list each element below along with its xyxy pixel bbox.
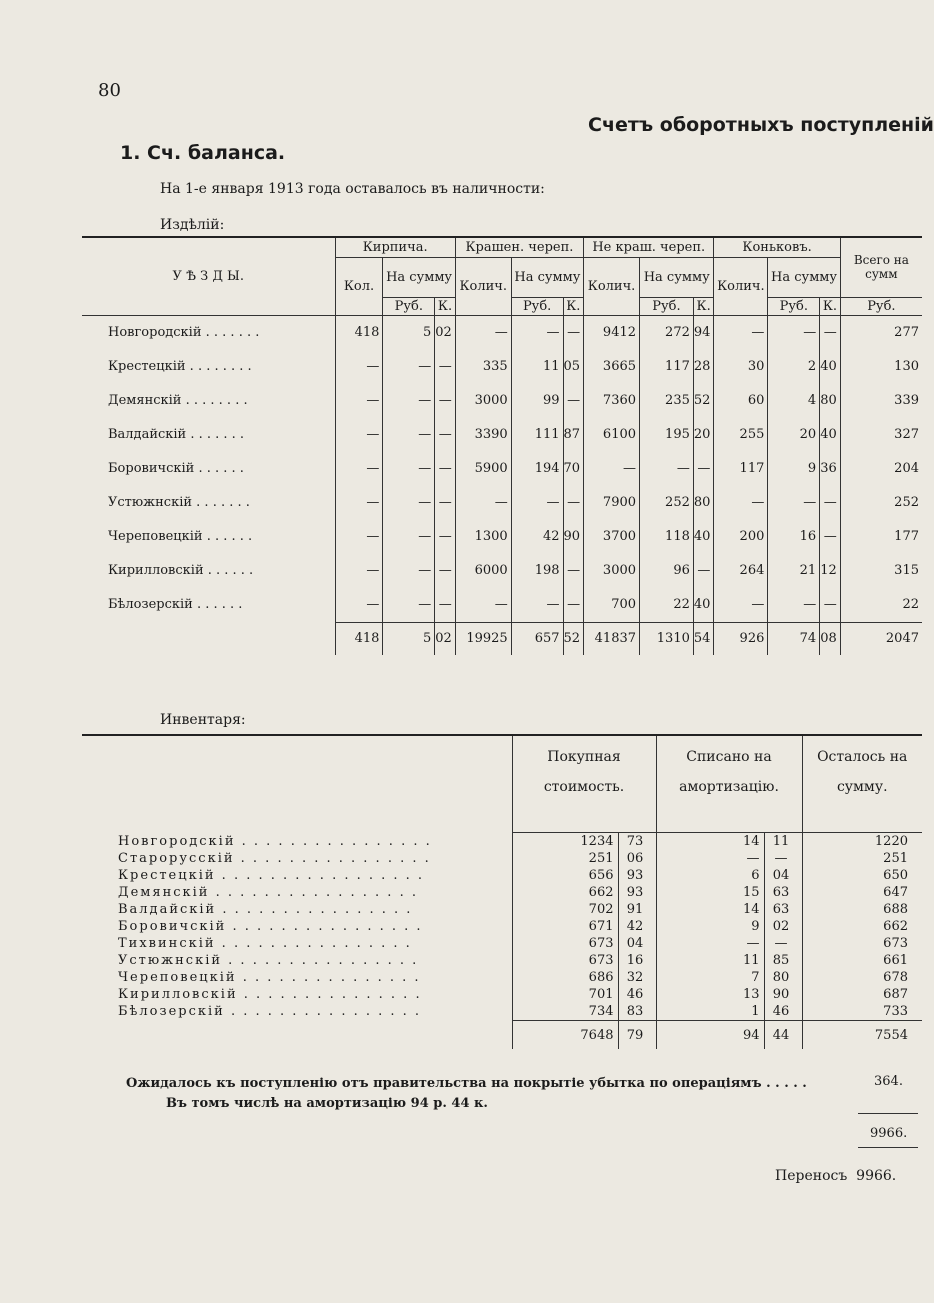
cell: — <box>584 452 640 486</box>
cell: 90 <box>764 986 802 1003</box>
uezd-name: Демянскій . . . . . . . . <box>82 384 335 418</box>
cell: 700 <box>584 588 640 623</box>
rub-header: Руб. <box>511 297 563 315</box>
cell: — <box>511 486 563 520</box>
group-header: Коньковъ. <box>714 237 840 257</box>
table-row <box>82 486 922 520</box>
cell: — <box>435 452 456 486</box>
cell: 252 <box>894 495 919 510</box>
cell: 36 <box>820 452 841 486</box>
cell: 90 <box>563 520 584 554</box>
cell: — <box>511 588 563 623</box>
table-row <box>82 1003 922 1021</box>
sum-header: На сумму <box>383 257 455 297</box>
cell: 335 <box>455 350 511 384</box>
kop-header: К. <box>693 297 714 315</box>
cell: 12 <box>820 554 841 588</box>
cell: — <box>768 315 820 350</box>
cell: — <box>435 520 456 554</box>
cell: — <box>768 588 820 623</box>
cell: — <box>714 315 768 350</box>
uezd-name: Валдайскій . . . . . . . . . . . . . . . . <box>82 901 512 918</box>
cell: 3665 <box>584 350 640 384</box>
table-row <box>82 418 922 452</box>
cell: 734 <box>512 1003 618 1021</box>
table-row <box>82 901 922 918</box>
total-cell: 19925 <box>455 622 511 655</box>
kop-header: К. <box>563 297 584 315</box>
cell: 204 <box>894 461 919 476</box>
amortization-note: Въ томъ числѣ на амортизацію 94 р. 44 к. <box>166 1096 488 1111</box>
inventory-blank-header <box>82 735 512 833</box>
cell: 73 <box>618 833 656 851</box>
cell: 272 <box>640 315 694 350</box>
group-header: Кирпича. <box>335 237 455 257</box>
totals-row <box>82 622 922 655</box>
cell: 177 <box>894 529 919 544</box>
uezd-name: Старорусскій . . . . . . . . . . . . . . . . <box>82 850 512 867</box>
table-row <box>82 315 922 350</box>
cell: — <box>435 588 456 623</box>
cell: — <box>383 588 435 623</box>
cell: — <box>383 486 435 520</box>
sum-header: На сумму <box>768 257 840 297</box>
cell: 80 <box>764 969 802 986</box>
cell: 661 <box>883 953 908 968</box>
carry-rule <box>858 1147 918 1148</box>
uezd-name: Кирилловскій . . . . . . <box>82 554 335 588</box>
total-cell: 657 <box>511 622 563 655</box>
cell: — <box>335 588 383 623</box>
cell: 662 <box>883 919 908 934</box>
table-row <box>82 986 922 1003</box>
qty-header: Колич. <box>455 257 511 315</box>
cell: 70 <box>563 452 584 486</box>
cell: — <box>383 350 435 384</box>
cell: — <box>656 935 764 952</box>
cell: 9412 <box>584 315 640 350</box>
uezd-name: Бѣлозерскій . . . . . . <box>82 588 335 623</box>
cell: 6 <box>656 867 764 884</box>
cell: 42 <box>511 520 563 554</box>
cell: — <box>563 384 584 418</box>
cell: — <box>563 315 584 350</box>
total-cell: 1310 <box>640 622 694 655</box>
cell: — <box>764 850 802 867</box>
cell: 02 <box>764 918 802 935</box>
uezd-name: Череповецкій . . . . . . . . . . . . . . . <box>82 969 512 986</box>
cell: 200 <box>714 520 768 554</box>
table-row <box>82 833 922 851</box>
cell: 1 <box>656 1003 764 1021</box>
cell: — <box>563 554 584 588</box>
totals-label <box>82 1021 512 1050</box>
total-cell: 94 <box>656 1021 764 1050</box>
cell: — <box>820 486 841 520</box>
cell: — <box>435 350 456 384</box>
cell: — <box>435 384 456 418</box>
cell: — <box>383 452 435 486</box>
cell: — <box>383 554 435 588</box>
cell: 85 <box>764 952 802 969</box>
cell: 11 <box>656 952 764 969</box>
uezd-name: Тихвинскій . . . . . . . . . . . . . . . . <box>82 935 512 952</box>
cell: 118 <box>640 520 694 554</box>
cell: 277 <box>894 325 919 340</box>
carry-forward <box>775 1168 896 1184</box>
cell: 21 <box>768 554 820 588</box>
uezd-name: Крестецкій . . . . . . . . . . . . . . . . . <box>82 867 512 884</box>
cell: 28 <box>693 350 714 384</box>
uezd-header: У Ѣ З Д Ы. <box>82 237 335 315</box>
table-row <box>82 588 922 623</box>
cell: 702 <box>512 901 618 918</box>
cell: 40 <box>820 350 841 384</box>
cell: 30 <box>714 350 768 384</box>
cell: 3390 <box>455 418 511 452</box>
total-header: Всего на сумм <box>840 237 922 297</box>
uezd-name: Устюжнскій . . . . . . . <box>82 486 335 520</box>
cell: 9 <box>656 918 764 935</box>
table-row <box>82 554 922 588</box>
cell: — <box>820 520 841 554</box>
cell: 251 <box>883 851 908 866</box>
table-row <box>82 867 922 884</box>
kop-header: К. <box>435 297 456 315</box>
total-cell: 7648 <box>512 1021 618 1050</box>
page-number: 80 <box>98 80 121 101</box>
total-rule <box>858 1113 918 1114</box>
cell: 2 <box>768 350 820 384</box>
cell: 686 <box>512 969 618 986</box>
cell: 1220 <box>874 834 908 849</box>
cell: 63 <box>764 901 802 918</box>
cell: 91 <box>618 901 656 918</box>
group-header: Не краш. череп. <box>584 237 714 257</box>
table-row <box>82 969 922 986</box>
total-cell: 418 <box>335 622 383 655</box>
cell: — <box>335 520 383 554</box>
total-cell: 54 <box>693 622 714 655</box>
cell: 11 <box>511 350 563 384</box>
cell: 42 <box>618 918 656 935</box>
cell: 117 <box>640 350 694 384</box>
cell: 3000 <box>455 384 511 418</box>
cell: 16 <box>618 952 656 969</box>
uezd-name: Череповецкій . . . . . . <box>82 520 335 554</box>
cell: 3000 <box>584 554 640 588</box>
cell: 93 <box>618 884 656 901</box>
table-row <box>82 452 922 486</box>
remaining-header: Осталось на сумму. <box>802 735 922 833</box>
cell: 14 <box>656 901 764 918</box>
cell: 14 <box>656 833 764 851</box>
cell: 327 <box>894 427 919 442</box>
carry-label: Переносъ <box>775 1168 848 1184</box>
cell: 40 <box>820 418 841 452</box>
cell: 22 <box>640 588 694 623</box>
sum-header: На сумму <box>511 257 583 297</box>
total-cell: 41837 <box>584 622 640 655</box>
uezd-name: Новгородскій . . . . . . . <box>82 315 335 350</box>
table-row <box>82 850 922 867</box>
qty-header: Колич. <box>714 257 768 315</box>
table-row <box>82 952 922 969</box>
cell: 22 <box>902 597 919 612</box>
cell: 7900 <box>584 486 640 520</box>
cell: 40 <box>693 520 714 554</box>
sum-header: На сумму <box>640 257 714 297</box>
cell: — <box>511 315 563 350</box>
cell: — <box>335 384 383 418</box>
cell: 673 <box>512 952 618 969</box>
cell: 93 <box>618 867 656 884</box>
cell: 235 <box>640 384 694 418</box>
cell: 255 <box>714 418 768 452</box>
rub-header: Руб. <box>768 297 820 315</box>
uezd-name: Новгородскій . . . . . . . . . . . . . . . . <box>82 833 512 851</box>
cell: 94 <box>693 315 714 350</box>
inventory-label: Инвентаря: <box>160 712 246 728</box>
cell: 80 <box>820 384 841 418</box>
carry-value: 9966. <box>856 1168 897 1184</box>
expected-note: Ожидалось къ поступленію отъ правительства на покрытіе убытка по операціямъ . . . . . <box>126 1076 807 1091</box>
cell: — <box>563 486 584 520</box>
cell: 1300 <box>455 520 511 554</box>
table-row <box>82 884 922 901</box>
cell: 7360 <box>584 384 640 418</box>
cell: — <box>714 486 768 520</box>
cell: 656 <box>512 867 618 884</box>
uezd-name: Крестецкій . . . . . . . . <box>82 350 335 384</box>
rub-header: Руб. <box>640 297 694 315</box>
uezd-name: Боровичскій . . . . . . <box>82 452 335 486</box>
inventory-table <box>82 734 922 1049</box>
cell: 5 <box>383 315 435 350</box>
header-title: Счетъ оборотныхъ поступленій <box>588 114 934 136</box>
totals-row <box>82 1021 922 1050</box>
cell: 60 <box>714 384 768 418</box>
section-title: 1. Сч. баланса. <box>120 142 286 164</box>
cell: 13 <box>656 986 764 1003</box>
cell: — <box>435 486 456 520</box>
cell: 6100 <box>584 418 640 452</box>
products-label: Издѣлій: <box>160 217 225 233</box>
total-cell: 08 <box>820 622 841 655</box>
cell: 130 <box>894 359 919 374</box>
total-cell: 44 <box>764 1021 802 1050</box>
cell: — <box>820 588 841 623</box>
cell: 688 <box>883 902 908 917</box>
cell: — <box>435 554 456 588</box>
qty-header: Кол. <box>335 257 383 315</box>
cell: — <box>693 452 714 486</box>
products-table <box>82 236 922 655</box>
cell: — <box>768 486 820 520</box>
total-cell: 7554 <box>802 1021 922 1050</box>
cell: 194 <box>511 452 563 486</box>
total-value: 9966. <box>870 1126 908 1141</box>
rub-header: Руб. <box>383 297 435 315</box>
cell: 02 <box>435 315 456 350</box>
cell: 11 <box>764 833 802 851</box>
cell: 46 <box>764 1003 802 1021</box>
cell: 32 <box>618 969 656 986</box>
cell: 673 <box>512 935 618 952</box>
uezd-name: Кирилловскій . . . . . . . . . . . . . . . <box>82 986 512 1003</box>
cell: — <box>335 554 383 588</box>
cell: 20 <box>693 418 714 452</box>
totals-label <box>82 622 335 655</box>
kop-header: К. <box>820 297 841 315</box>
cell: — <box>693 554 714 588</box>
uezd-name: Боровичскій . . . . . . . . . . . . . . . . <box>82 918 512 935</box>
rub-header: Руб. <box>840 297 922 315</box>
total-cell: 52 <box>563 622 584 655</box>
uezd-name: Демянскій . . . . . . . . . . . . . . . . . <box>82 884 512 901</box>
cell: 264 <box>714 554 768 588</box>
table-row <box>82 350 922 384</box>
cell: 46 <box>618 986 656 1003</box>
cell: 117 <box>714 452 768 486</box>
cell: 111 <box>511 418 563 452</box>
cell: 06 <box>618 850 656 867</box>
table-row <box>82 520 922 554</box>
cell: 04 <box>764 867 802 884</box>
cell: 195 <box>640 418 694 452</box>
cell: 252 <box>640 486 694 520</box>
amortization-header: Списано на амортизацію. <box>656 735 802 833</box>
cell: 40 <box>693 588 714 623</box>
cell: 83 <box>618 1003 656 1021</box>
purchase-header: Покупная стоимость. <box>512 735 656 833</box>
cell: — <box>764 935 802 952</box>
uezd-name: Устюжнскій . . . . . . . . . . . . . . . . <box>82 952 512 969</box>
cell: — <box>714 588 768 623</box>
cell: — <box>335 350 383 384</box>
cell: 52 <box>693 384 714 418</box>
total-cell: 79 <box>618 1021 656 1050</box>
uezd-name: Бѣлозерскій . . . . . . . . . . . . . . . . <box>82 1003 512 1021</box>
cell: 16 <box>768 520 820 554</box>
cell: 04 <box>618 935 656 952</box>
cell: — <box>455 486 511 520</box>
cell: 5900 <box>455 452 511 486</box>
cell: 9 <box>768 452 820 486</box>
cell: 20 <box>768 418 820 452</box>
table-row <box>82 918 922 935</box>
cell: 701 <box>512 986 618 1003</box>
cell: 96 <box>640 554 694 588</box>
cell: 99 <box>511 384 563 418</box>
cell: 87 <box>563 418 584 452</box>
total-cell: 74 <box>768 622 820 655</box>
table-row <box>82 384 922 418</box>
expected-value: 364. <box>874 1074 903 1089</box>
cell: 251 <box>512 850 618 867</box>
cell: — <box>455 588 511 623</box>
cell: — <box>335 452 383 486</box>
total-cell: 5 <box>383 622 435 655</box>
total-cell: 2047 <box>840 622 922 655</box>
cell: — <box>656 850 764 867</box>
cell: — <box>435 418 456 452</box>
cell: 6000 <box>455 554 511 588</box>
cell: 3700 <box>584 520 640 554</box>
cell: — <box>640 452 694 486</box>
cell: 198 <box>511 554 563 588</box>
cell: 05 <box>563 350 584 384</box>
cell: 15 <box>656 884 764 901</box>
qty-header: Колич. <box>584 257 640 315</box>
cell: — <box>383 520 435 554</box>
cell: 671 <box>512 918 618 935</box>
cell: — <box>563 588 584 623</box>
cell: 80 <box>693 486 714 520</box>
cell: 650 <box>883 868 908 883</box>
cell: 7 <box>656 969 764 986</box>
total-cell: 926 <box>714 622 768 655</box>
cell: 315 <box>894 563 919 578</box>
cell: 733 <box>883 1004 908 1019</box>
cell: — <box>335 418 383 452</box>
cell: 662 <box>512 884 618 901</box>
total-cell: 02 <box>435 622 456 655</box>
cell: 4 <box>768 384 820 418</box>
cell: 647 <box>883 885 908 900</box>
cell: 687 <box>883 987 908 1002</box>
cell: — <box>383 418 435 452</box>
cell: 63 <box>764 884 802 901</box>
table-row <box>82 935 922 952</box>
cell: — <box>335 486 383 520</box>
intro-text: На 1-е января 1913 года оставалось въ наличности: <box>160 181 545 197</box>
cell: 418 <box>335 315 383 350</box>
cell: — <box>455 315 511 350</box>
group-header: Крашен. череп. <box>455 237 583 257</box>
uezd-name: Валдайскій . . . . . . . <box>82 418 335 452</box>
cell: 673 <box>883 936 908 951</box>
cell: 1234 <box>512 833 618 851</box>
cell: 678 <box>883 970 908 985</box>
cell: 339 <box>894 393 919 408</box>
cell: — <box>820 315 841 350</box>
cell: — <box>383 384 435 418</box>
